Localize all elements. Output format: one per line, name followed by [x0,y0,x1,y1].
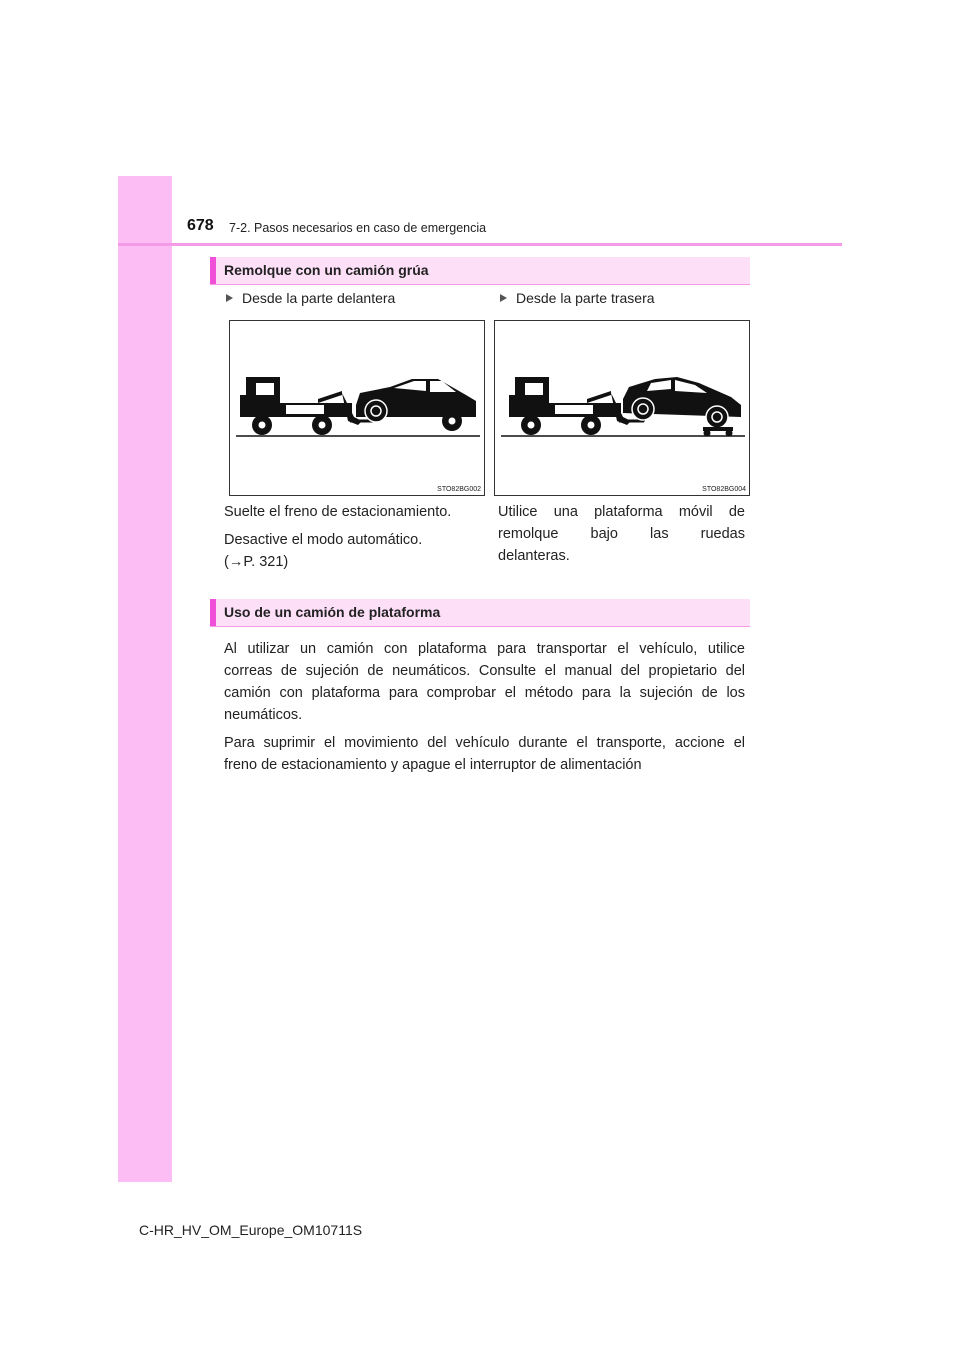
section-title-towing: Remolque con un camión grúa [224,262,429,278]
section-accent [210,257,216,284]
caption-front [224,501,468,573]
header-rule [118,243,842,246]
caption-rear [498,501,745,567]
section-title-bar-flatbed [210,599,750,627]
tow-truck-rear-illustration [495,321,749,495]
section-path: 7-2. Pasos necesarios en caso de emergencia [229,221,487,235]
side-band [118,176,172,1182]
page-number: 678 [187,217,214,234]
section-title-flatbed: Uso de un camión de plataforma [224,604,441,620]
section-accent [210,599,216,626]
caption-rear-line2: remolque bajo las ruedas [498,526,745,542]
flatbed-p1-line1: Al utilizar un camión con plataforma para transportar el vehículo, utilice [224,641,745,657]
figure-tow-front [229,320,485,496]
figure-tow-rear [494,320,750,496]
caption-front-line3: (→P. 321) [224,554,289,570]
caption-front-line1: Suelte el freno de estacionamiento. [224,504,452,520]
sub-label-front [226,290,395,306]
tow-truck-front-illustration [230,321,484,495]
triangle-bullet-icon [500,294,507,302]
flatbed-p1-line4: neumáticos. [224,707,303,723]
caption-rear-line3: delanteras. [498,548,570,564]
flatbed-p1-line2: correas de sujeción de neumáticos. Consulte el manual del propietario del [224,663,745,679]
triangle-bullet-icon [226,294,233,302]
flatbed-p1-line3: camión con plataforma para comprobar el método para la sujeción de los [224,685,745,701]
caption-front-line2: Desactive el modo automático. [224,532,423,548]
sub-label-rear-text: Desde la parte trasera [516,290,655,306]
sub-label-front-text: Desde la parte delantera [242,290,396,306]
figure-code-front: STO82BG002 [437,486,481,493]
sub-label-rear [500,290,655,306]
section-title-bar-towing [210,257,750,285]
footer-doc-id: C-HR_HV_OM_Europe_OM10711S [139,1222,363,1238]
figure-code-rear: STO82BG004 [702,486,746,493]
flatbed-p2-line2: freno de estacionamiento y apague el interruptor de alimentación [224,757,642,773]
caption-rear-line1: Utilice una plataforma móvil de [498,504,745,520]
flatbed-body [224,638,745,776]
flatbed-p2-line1: Para suprimir el movimiento del vehículo durante el transporte, accione el [224,735,745,751]
